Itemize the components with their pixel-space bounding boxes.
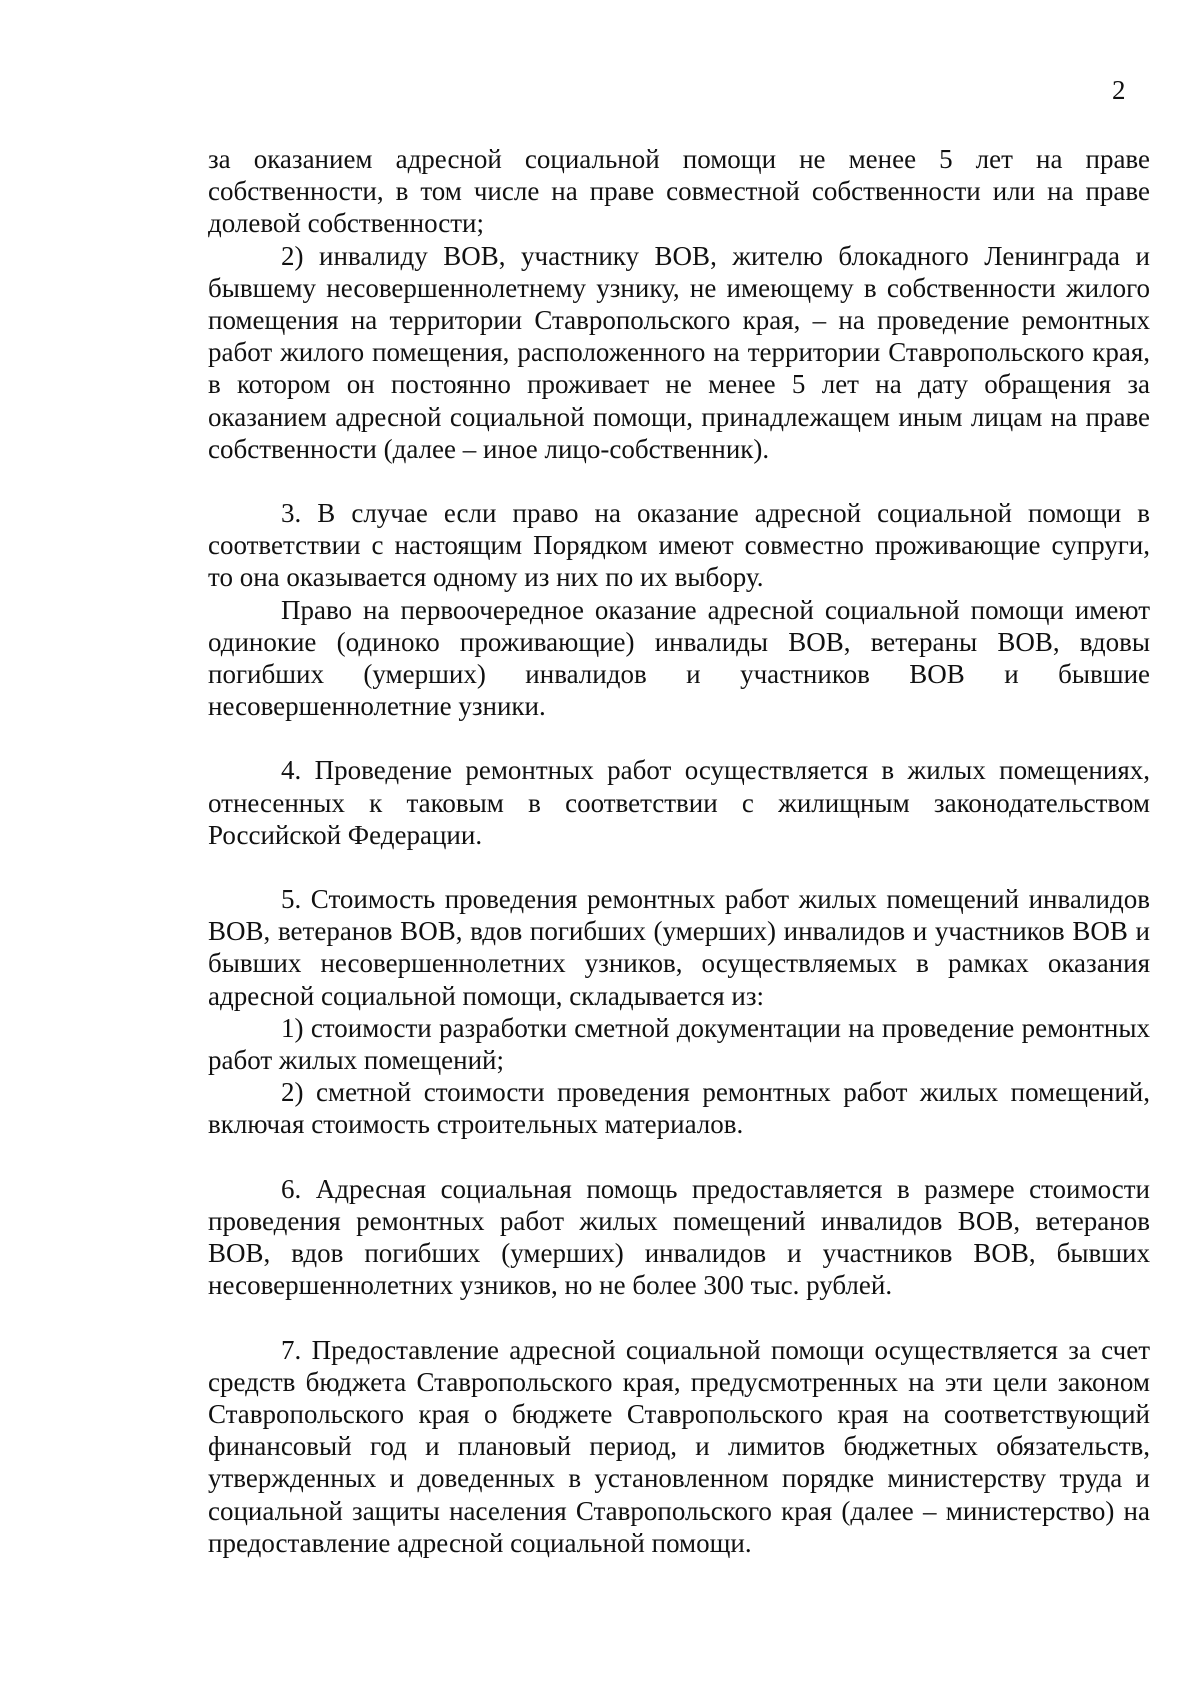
paragraph: 6. Адресная социальная помощь предоставляется в размере стоимости проведения ремонтных работ жилых помещений инвалидов ВОВ, ветеранов ВОВ, вдов погибших (умерших) инвалидов и участников ВОВ, бывших несовершеннолетних узников, но не более 300 тыс. рублей. xyxy=(208,1173,1150,1301)
document-body xyxy=(208,143,1150,1559)
paragraph: 2) сметной стоимости проведения ремонтных работ жилых помещений, включая стоимость строительных материалов. xyxy=(208,1077,1150,1140)
paragraph-gap xyxy=(208,722,1150,754)
paragraph: за оказанием адресной социальной помощи не менее 5 лет на праве собственности, в том числе на праве совместной собственности или на праве долевой собственности; xyxy=(208,144,1150,239)
paragraph-gap xyxy=(208,851,1150,883)
paragraph: 1) стоимости разработки сметной документации на проведение ремонтных работ жилых помещений; xyxy=(208,1012,1150,1076)
paragraph: 3. В случае если право на оказание адресной социальной помощи в соответствии с настоящим Порядком имеют совместно проживающие супруги, то она оказывается одному из них по их выбору. xyxy=(208,498,1150,593)
paragraph: Право на первоочередное оказание адресной социальной помощи имеют одинокие (одиноко проживающие) инвалиды ВОВ, ветераны ВОВ, вдовы погибших (умерших) инвалидов и участников ВОВ и бывшие несовершеннолетние узники. xyxy=(208,594,1150,722)
paragraph: 2) инвалиду ВОВ, участнику ВОВ, жителю блокадного Ленинграда и бывшему несовершеннолетнему узнику, не имеющему в собственности жилого помещения на территории Ставропольского края, – на проведение ремонтных работ жилого помещения, расположенного на территории Ставропольского края, в котором он постоянно проживает не менее 5 лет на дату обращения за оказанием адресной социальной помощи, принадлежащем иным лицам на праве собственности (далее – иное лицо-собственник). xyxy=(208,240,1150,464)
paragraph-gap xyxy=(208,1302,1150,1334)
paragraph-gap xyxy=(208,1141,1150,1173)
paragraph: 5. Стоимость проведения ремонтных работ жилых помещений инвалидов ВОВ, ветеранов ВОВ, вдов погибших (умерших) инвалидов и участников ВОВ и бывших несовершеннолетних узников, осуществляемых в рамках оказания адресной социальной помощи, складывается из: xyxy=(208,884,1150,1011)
paragraph-gap xyxy=(208,465,1150,497)
paragraph: 7. Предоставление адресной социальной помощи осуществляется за счет средств бюджета Ставропольского края, предусмотренных на эти цели законом Ставропольского края о бюджете Ставропольского края на соответствующий финансовый год и плановый период, и лимитов бюджетных обязательств, утвержденных и доведенных в установленном порядке министерству труда и социальной защиты населения Ставропольского края (далее – министерство) на предоставление адресной социальной помощи. xyxy=(208,1334,1150,1558)
page-number: 2 xyxy=(1112,75,1126,105)
paragraph: 4. Проведение ремонтных работ осуществляется в жилых помещениях, отнесенных к таковым в соответствии с жилищным законодательством Российской Федерации. xyxy=(208,755,1150,850)
